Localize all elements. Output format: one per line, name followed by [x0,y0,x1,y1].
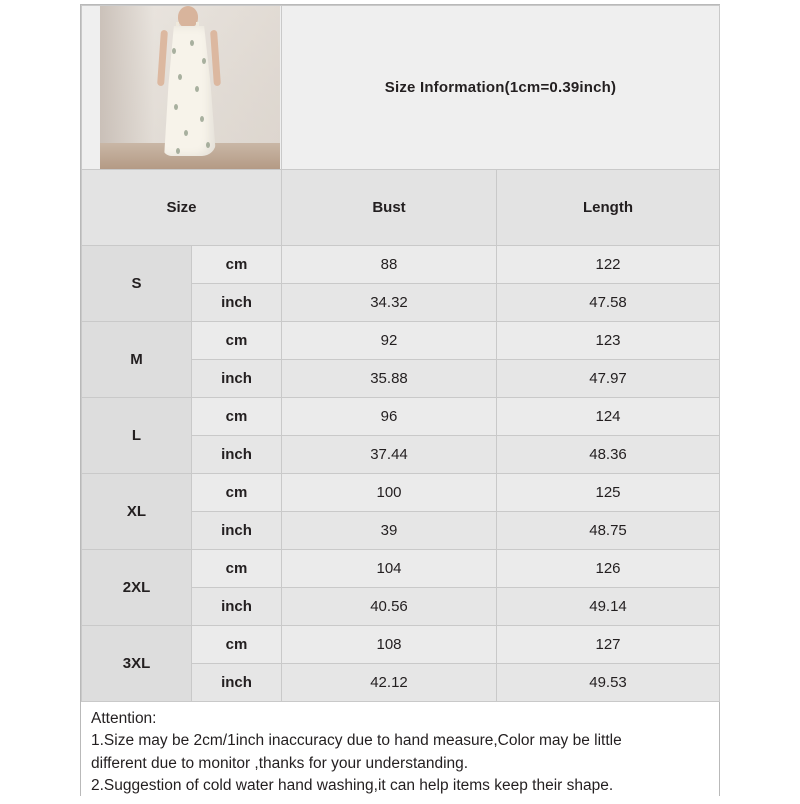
dress-garment [162,26,216,156]
bust-inch-2xl: 40.56 [282,588,497,626]
unit-inch: inch [192,588,282,626]
table-row [82,626,720,664]
bust-cm-xl: 100 [282,474,497,512]
size-label-xl: XL [82,474,192,550]
floral-motif [200,116,204,122]
length-cm-3xl: 127 [497,626,720,664]
attention-line-1: 1.Size may be 2cm/1inch inaccuracy due to hand measure,Color may be little [91,732,622,750]
floral-motif [176,148,180,154]
table-row [82,550,720,588]
model-arm-right [210,30,221,86]
unit-cm: cm [192,322,282,360]
size-label-m: M [82,322,192,398]
floral-motif [172,48,176,54]
length-cm-s: 122 [497,246,720,284]
unit-cm: cm [192,626,282,664]
floral-motif [178,74,182,80]
length-cm-xl: 125 [497,474,720,512]
length-inch-2xl: 49.14 [497,588,720,626]
unit-cm: cm [192,398,282,436]
header-size: Size [82,170,282,246]
bust-cm-2xl: 104 [282,550,497,588]
unit-inch: inch [192,360,282,398]
floral-motif [202,58,206,64]
attention-note [81,702,719,804]
bust-inch-m: 35.88 [282,360,497,398]
bust-inch-l: 37.44 [282,436,497,474]
bust-inch-xl: 39 [282,512,497,550]
banner-row [82,6,720,170]
floral-motif [184,130,188,136]
product-photo [100,6,280,169]
header-bust: Bust [282,170,497,246]
unit-cm: cm [192,246,282,284]
bust-cm-l: 96 [282,398,497,436]
unit-inch: inch [192,284,282,322]
chart-title: Size Information(1cm=0.39inch) [282,6,720,170]
length-inch-3xl: 49.53 [497,664,720,702]
size-label-3xl: 3XL [82,626,192,702]
length-inch-xl: 48.75 [497,512,720,550]
floral-motif [174,104,178,110]
unit-inch: inch [192,436,282,474]
length-inch-l: 48.36 [497,436,720,474]
size-label-s: S [82,246,192,322]
model-arm-left [157,30,168,86]
table-header-row [82,170,720,246]
unit-inch: inch [192,512,282,550]
unit-cm: cm [192,550,282,588]
size-chart-table [81,5,720,702]
size-label-l: L [82,398,192,474]
unit-cm: cm [192,474,282,512]
table-row [82,322,720,360]
floral-motif [195,86,199,92]
attention-line-3: 2.Suggestion of cold water hand washing,it can help items keep their shape. [91,777,614,795]
table-row [82,398,720,436]
length-cm-m: 123 [497,322,720,360]
bust-cm-3xl: 108 [282,626,497,664]
bust-cm-m: 92 [282,322,497,360]
bust-inch-s: 34.32 [282,284,497,322]
length-cm-2xl: 126 [497,550,720,588]
length-inch-s: 47.58 [497,284,720,322]
floral-motif [206,142,210,148]
size-label-2xl: 2XL [82,550,192,626]
table-row [82,474,720,512]
length-cm-l: 124 [497,398,720,436]
attention-heading: Attention: [91,710,157,727]
product-photo-cell [82,6,282,170]
photo-model [152,8,226,158]
attention-line-2: different due to monitor ,thanks for your understanding. [91,754,469,772]
length-inch-m: 47.97 [497,360,720,398]
table-row [82,246,720,284]
unit-inch: inch [192,664,282,702]
bust-cm-s: 88 [282,246,497,284]
bust-inch-3xl: 42.12 [282,664,497,702]
model-head [178,6,198,28]
header-length: Length [497,170,720,246]
floral-motif [190,40,194,46]
size-chart-sheet [80,4,720,796]
